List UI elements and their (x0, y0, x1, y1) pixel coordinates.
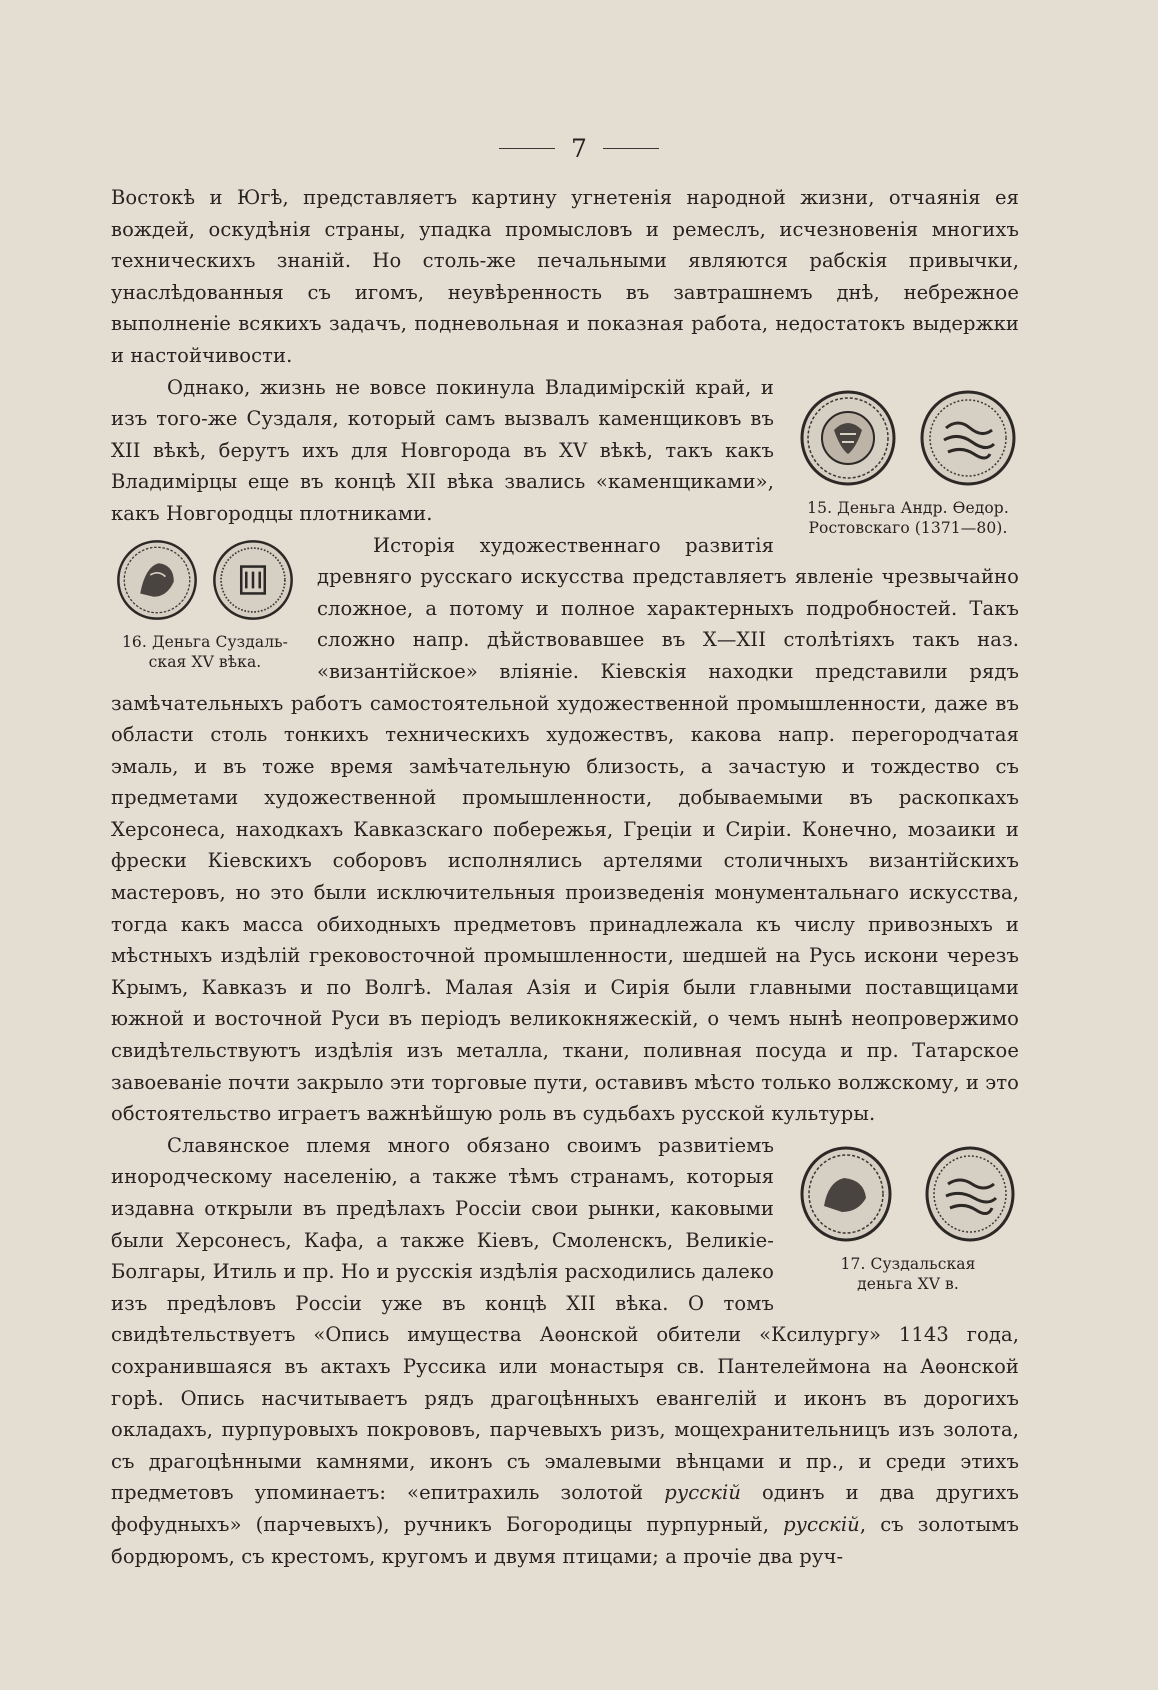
paragraph-4-end: , съ золотымъ бордюромъ, съ крестомъ, кругомъ и двумя птицами; а прочіе два руч- (111, 1512, 1019, 1568)
emphasis-russkiy-1: русскій (664, 1481, 742, 1505)
figure-15-caption-line-2: Ростовскаго (1371—80). (808, 518, 1008, 537)
figure-16-caption-line-2: ская XV вѣка. (148, 652, 262, 671)
header-rule-right (603, 148, 659, 149)
emphasis-russkiy-2: русскій (783, 1512, 860, 1536)
figure-17 (792, 1134, 1024, 1294)
figure-17-coins (792, 1144, 1024, 1244)
paragraph-4-start: Славянское племя много обязано своимъ развитіемъ инородческому населенію, а также тѣмъ странамъ, которыя издавна открыли въ предѣлахъ Россіи свои рынки, каковыми были Херсонесъ, Кафа, а также Кіевъ, Смоленскъ, Великіе-Болгары, Итиль и пр. Но и русскія издѣлія расходились далеко изъ предѣловъ Россіи уже въ концѣ XII вѣка. О томъ свидѣтельствуетъ «Опись имущества Аѳонской обители «Ксилургу» 1143 года, сохранившаяся въ актахъ Руссика или монастыря св. Пантелеймона на Аѳонской горѣ. Опись насчитываетъ рядъ драгоцѣнныхъ евангелій и иконъ въ дорогихъ окладахъ, пурпуровыхъ покрововъ, парчевыхъ ризъ, мощехранительницъ изъ золота, съ драгоцѣнными камнями, иконъ съ эмалевыми вѣнцами и пр., и среди этихъ предметовъ упоминаетъ: «епитрахиль золотой (111, 1133, 1019, 1505)
page-header (0, 134, 1158, 163)
figure-16 (111, 538, 299, 672)
figure-17-caption-line-1: 17. Суздальская (840, 1254, 976, 1273)
paragraph-4-mid: одинъ и два другихъ фофудныхъ» (парчевыхъ), ручникъ Богородицы пурпурный, (111, 1481, 1019, 1536)
figure-17-caption-line-2: деньга XV в. (857, 1274, 959, 1293)
figure-16-coins (111, 538, 299, 622)
page-number: 7 (571, 134, 587, 163)
figure-15 (792, 376, 1024, 538)
figure-15-caption-line-1: 15. Деньга Андр. Ѳедор. (807, 498, 1009, 517)
coin-reverse-image (918, 388, 1018, 488)
figure-17-caption (792, 1254, 1024, 1294)
coin-obverse-image (798, 388, 898, 488)
coin-obverse-image (115, 538, 199, 622)
coin-obverse-image (798, 1144, 894, 1244)
header-rule-left (499, 148, 555, 149)
coin-reverse-image (211, 538, 295, 622)
paragraph-2: Однако, жизнь не вовсе покинула Владимірскій край, и изъ того-же Суздаля, который самъ вызвалъ каменщиковъ въ XII вѣкѣ, берутъ ихъ для Новгорода въ XV вѣкѣ, такъ какъ Владимірцы еще въ концѣ XII вѣка звались «каменщиками», какъ Новгородцы плотниками. (111, 375, 774, 525)
body-text (111, 182, 1019, 1572)
figure-16-caption-line-1: 16. Деньга Суздаль- (121, 632, 289, 651)
paragraph-3: Исторія художественнаго развитія древняго русскаго искусства представляетъ явленіе чрезвычайно сложное, а потому и полное характерныхъ подробностей. Такъ сложно напр. дѣйствовавшее въ X—XII столѣтіяхъ такъ наз. «византійское» вліяніе. Кіевскія находки представили рядъ замѣчательныхъ работъ самостоятельной художественной промышленности, даже въ области столь тонкихъ техническихъ художествъ, какова напр. перегородчатая эмаль, и въ тоже время замѣчательную близость, а зачастую и тождество съ предметами художественной промышленности, добываемыми въ раскопкахъ Херсонеса, находкахъ Кавказскаго побережья, Греціи и Сиріи. Конечно, мозаики и фрески Кіевскихъ соборовъ исполнялись артелями столичныхъ византійскихъ мастеровъ, но это были исключительныя произведенія монументальнаго искусства, тогда какъ масса обиходныхъ предметовъ принадлежала къ числу привозныхъ и мѣстныхъ издѣлій грековосточной промышленности, шедшей на Русь искони черезъ Крымъ, Кавказъ и по Волгѣ. Малая Азія и Сирія были главными поставщицами южной и восточной Руси въ періодъ великокняжескій, о чемъ нынѣ неопровержимо свидѣтельствуютъ издѣлія изъ металла, ткани, поливная посуда и пр. Татарское завоеваніе почти закрыло эти торговые пути, оставивъ мѣсто только волжскому, и это обстоятельство играетъ важнѣйшую роль въ судьбахъ русской культуры. (111, 533, 1019, 1126)
coin-reverse-image (922, 1144, 1018, 1244)
figure-15-caption (792, 498, 1024, 538)
figure-16-caption (111, 632, 299, 672)
figure-15-coins (792, 388, 1024, 488)
paragraph-1: Востокѣ и Югѣ, представляетъ картину угнетенія народной жизни, отчаянія ея вождей, оскудѣнія страны, упадка промысловъ и ремеслъ, исчезновенія многихъ техническихъ знаній. Но столь-же печальными являются рабскія привычки, унаслѣдованныя съ игомъ, неувѣренность въ завтрашнемъ днѣ, небрежное выполненіе всякихъ задачъ, подневольная и показная работа, недостатокъ выдержки и настойчивости. (111, 186, 1019, 367)
